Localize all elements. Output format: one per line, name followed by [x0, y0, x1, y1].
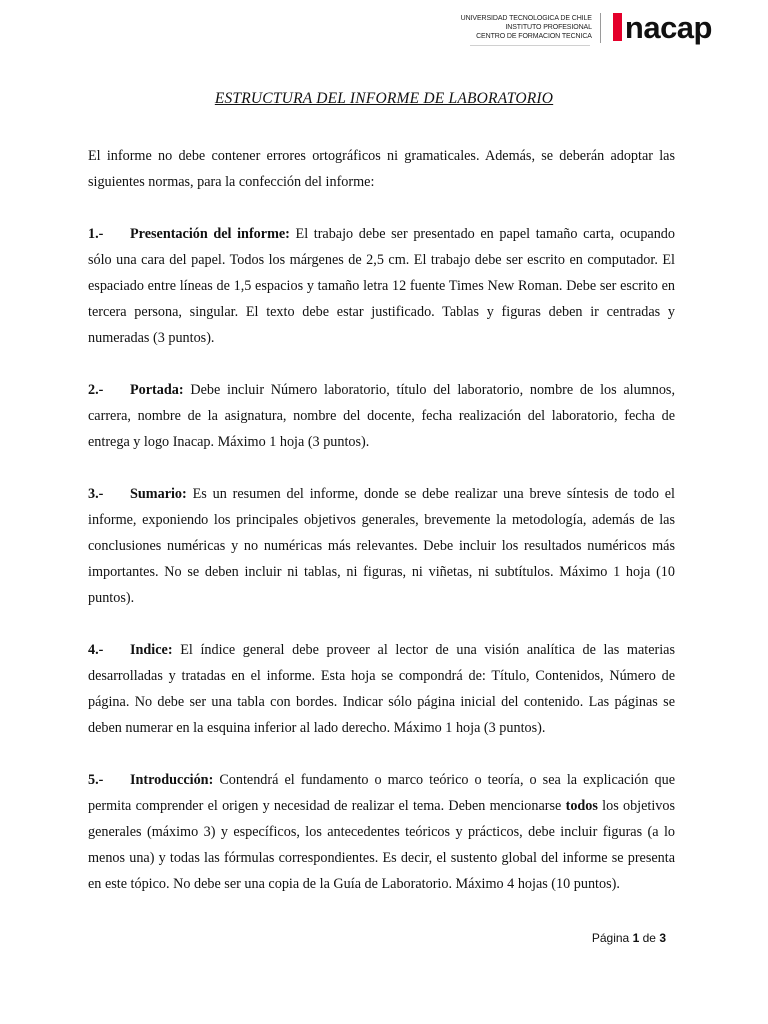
institution-line: INSTITUTO PROFESIONAL — [505, 24, 592, 31]
section-number: 5.- — [88, 772, 104, 788]
section-number: 3.- — [88, 486, 104, 502]
emphasis-text: todos — [565, 798, 598, 814]
page-number — [592, 931, 666, 945]
section-text: El índice general debe proveer al lector de una visión analítica de las materias desarrolladas y tratadas en el informe. Esta hoja se compondrá de: Título, Contenidos, Número de página. No debe ser una tabla con bordes. Indicar sólo página inicial del contenido. Las páginas se deben numerar en la esquina inferior al lado derecho. Máximo 1 hoja (3 puntos). — [88, 642, 675, 736]
section-paragraph — [88, 637, 675, 741]
document-body — [88, 143, 675, 923]
inacap-logo — [613, 12, 712, 43]
section-title: Indice: — [130, 642, 173, 658]
section-text: los objetivos generales (máximo 3) y específicos, los antecedentes teóricos y prácticos, debe incluir figuras (a lo menos una) y todas las fórmulas correspondientes. Es decir, el sustento global del informe se presenta en este tópico. No debe ser una copia de la Guía de Laboratorio. Máximo 4 hojas (10 puntos). — [88, 798, 675, 892]
intro-paragraph: El informe no debe contener errores ortográficos ni gramaticales. Además, se deberán adoptar las siguientes normas, para la confección del informe: — [88, 148, 675, 190]
of-label: de — [642, 931, 656, 945]
section-number: 1.- — [88, 226, 104, 242]
section-title: Presentación del informe: — [130, 226, 290, 242]
page-label: Página — [591, 931, 630, 945]
logo-red-mark — [613, 13, 622, 41]
logo-text: nacap — [624, 10, 712, 45]
section-text: Es un resumen del informe, donde se debe realizar una breve síntesis de todo el informe, exponiendo los principales objetivos generales, brevemente la metodología, además de las conclusiones numéricas y no numéricas más relevantes. Debe incluir los resultados numéricos más importantes. No se deben incluir ni tablas, ni figuras, ni viñetas, ni subtítulos. Máximo 1 hoja (10 puntos). — [88, 486, 675, 606]
section-title: Sumario: — [130, 486, 187, 502]
section-text: El trabajo debe ser presentado en papel tamaño carta, ocupando sólo una cara del papel. Todos los márgenes de 2,5 cm. El trabajo debe ser escrito en computador. El espaciado entre líneas de 1,5 espacios y tamaño letra 12 fuente Times New Roman. Debe ser escrito en tercera persona, singular. El texto debe estar justificado. Tablas y figuras deben ir centradas y numeradas (3 puntos). — [88, 226, 675, 346]
section-text: Contendrá el fundamento o marco teórico o teoría, o sea la explicación que permita comprender el origen y necesidad de realizar el tema. Deben mencionarse — [88, 772, 675, 814]
section-paragraph — [88, 481, 675, 611]
section-text: Debe incluir Número laboratorio, título del laboratorio, nombre de los alumnos, carrera, nombre de la asignatura, nombre del docente, fecha realización del laboratorio, fecha de entrega y logo Inacap. Máximo 1 hoja (3 puntos). — [88, 382, 675, 450]
section-number: 4.- — [88, 642, 104, 658]
section-title: Introducción: — [130, 772, 214, 788]
institution-line: UNIVERSIDAD TECNOLOGICA DE CHILE — [460, 15, 592, 22]
total-pages: 3 — [659, 931, 666, 945]
header — [461, 12, 712, 43]
current-page: 1 — [632, 931, 640, 945]
document-title: ESTRUCTURA DEL INFORME DE LABORATORIO — [214, 90, 554, 107]
institution-lines — [461, 14, 600, 41]
section-paragraph — [88, 377, 675, 455]
institution-line: CENTRO DE FORMACION TECNICA — [476, 33, 592, 40]
section-paragraph — [88, 221, 675, 351]
section-title: Portada: — [130, 382, 184, 398]
section-number: 2.- — [88, 382, 104, 398]
header-rule — [470, 45, 590, 46]
header-divider — [600, 13, 601, 43]
section-paragraph — [88, 767, 675, 897]
